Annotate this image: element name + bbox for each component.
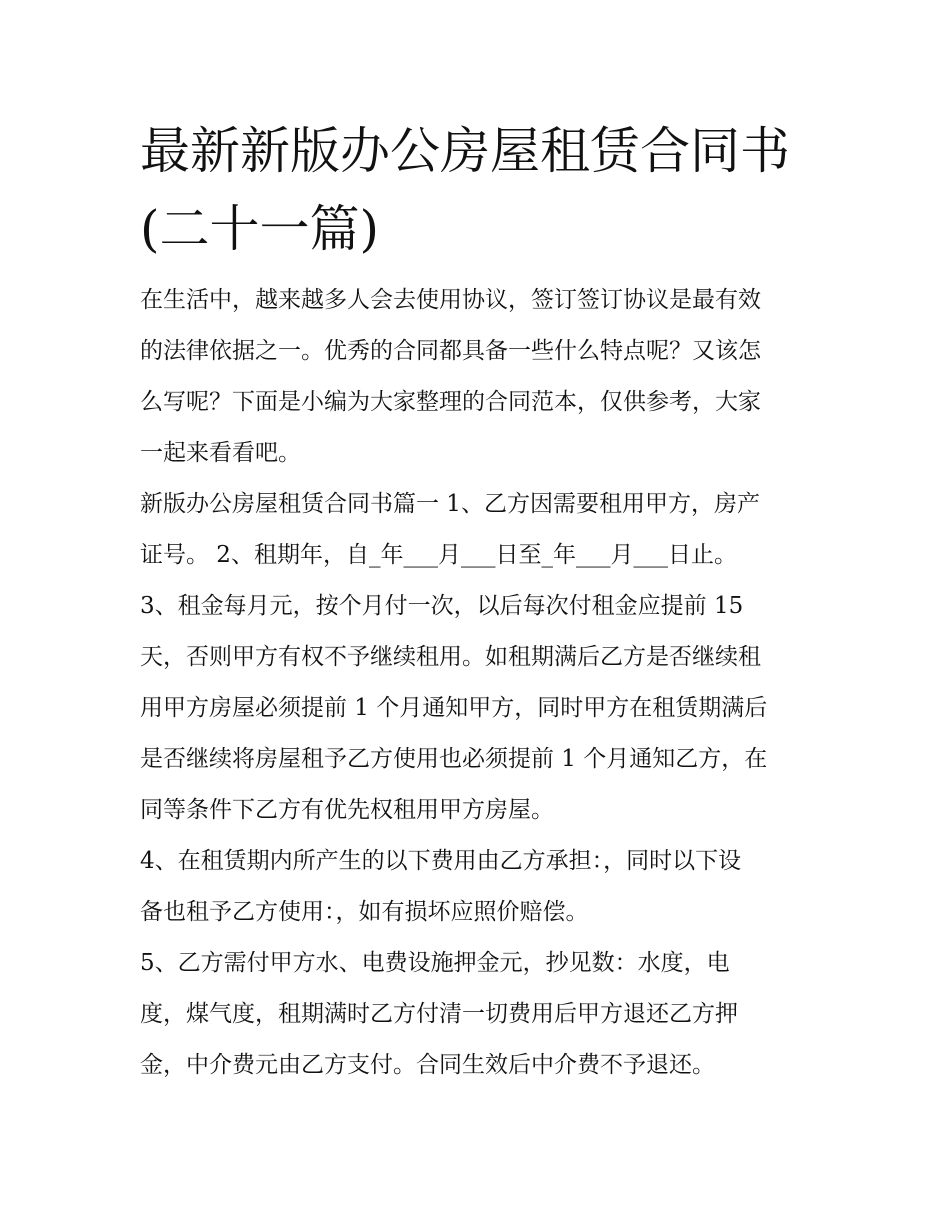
text-line: 同等条件下乙方有优先权租用甲方房屋。 [140, 797, 554, 823]
document-title [140, 112, 820, 268]
paragraph-clause-4 [140, 836, 820, 938]
text-line: 证号。 2、租期年，自_年___月___日至_年___月___日止。 [140, 542, 737, 568]
text-line: 天，否则甲方有权不予继续租用。如租期满后乙方是否继续租 [140, 644, 761, 670]
document-body [140, 275, 820, 1091]
title-line-2: (二十一篇) [140, 200, 380, 258]
text-line: 5、乙方需付甲方水、电费设施押金元，抄见数：水度，电 [140, 950, 730, 976]
paragraph-clause-5 [140, 938, 820, 1091]
text-line: 是否继续将房屋租予乙方使用也必须提前 1 个月通知乙方，在 [140, 746, 768, 772]
text-line: 金，中介费元由乙方支付。合同生效后中介费不予退还。 [140, 1052, 715, 1078]
text-line: 4、在租赁期内所产生的以下费用由乙方承担：，同时以下设 [140, 848, 742, 874]
text-line: 备也租予乙方使用：，如有损坏应照价赔偿。 [140, 899, 589, 925]
text-line: 在生活中，越来越多人会去使用协议，签订签订协议是最有效 [140, 287, 761, 313]
text-line: 度，煤气度，租期满时乙方付清一切费用后甲方退还乙方押 [140, 1001, 738, 1027]
text-line: 一起来看看吧。 [140, 440, 301, 466]
title-line-1: 最新新版办公房屋租赁合同书 [140, 122, 790, 180]
text-line: 新版办公房屋租赁合同书篇一 1、乙方因需要租用甲方，房产 [140, 491, 760, 517]
paragraph-intro [140, 275, 820, 479]
text-line: 3、租金每月元，按个月付一次，以后每次付租金应提前 15 [140, 593, 744, 619]
paragraph-clause-3 [140, 581, 820, 836]
text-line: 么写呢？下面是小编为大家整理的合同范本，仅供参考，大家 [140, 389, 761, 415]
paragraph-clause-1-2 [140, 479, 820, 581]
text-line: 用甲方房屋必须提前 1 个月通知甲方，同时甲方在租赁期满后 [140, 695, 768, 721]
text-line: 的法律依据之一。优秀的合同都具备一些什么特点呢？又该怎 [140, 338, 761, 364]
